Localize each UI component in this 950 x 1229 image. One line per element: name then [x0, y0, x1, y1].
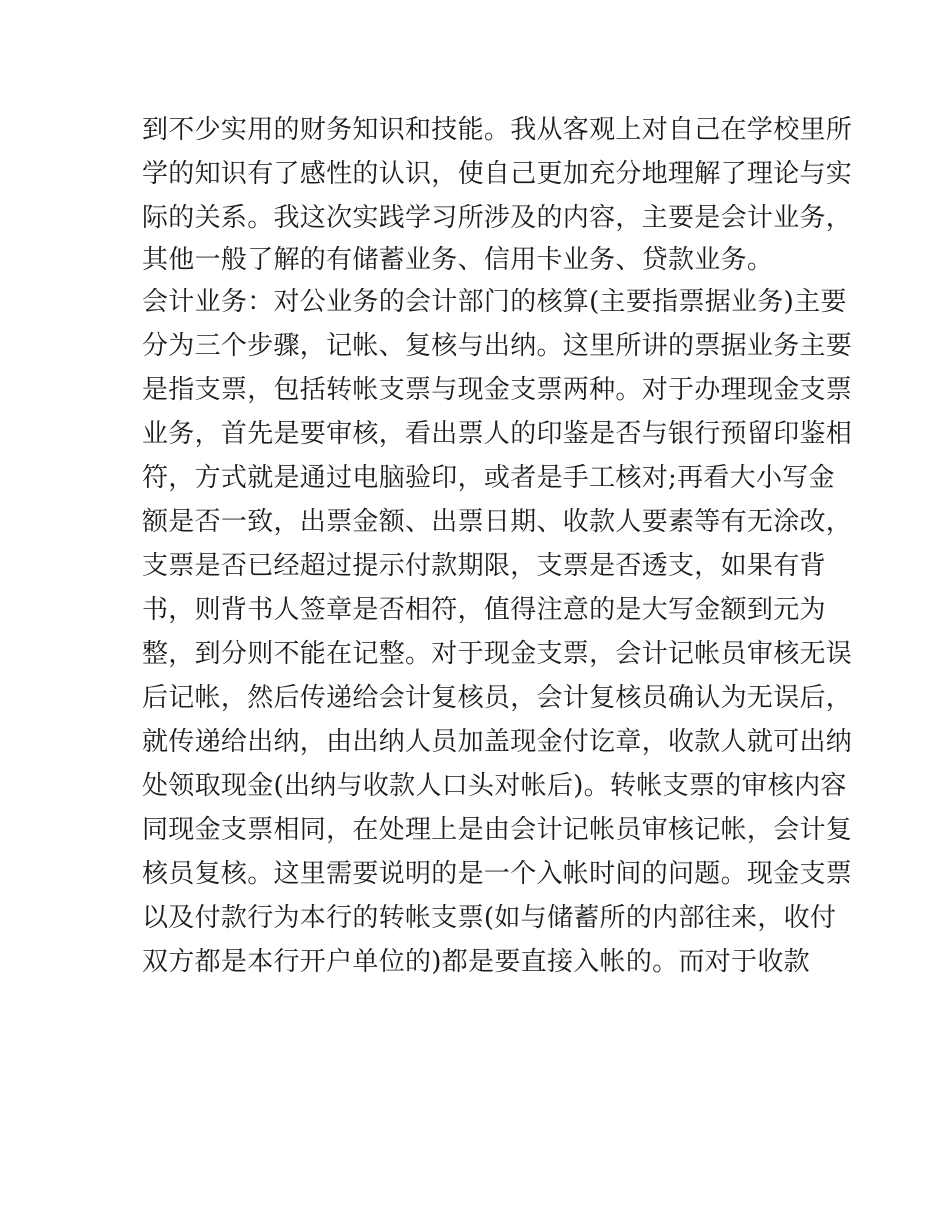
text-line: 就传递给出纳，由出纳人员加盖现金付讫章，收款人就可出纳 — [142, 727, 853, 757]
text-line: 同现金支票相同，在处理上是由会计记帐员审核记帐，会计复 — [142, 815, 853, 845]
text-line: 后记帐，然后传递给会计复核员，会计复核员确认为无误后， — [142, 683, 853, 713]
text-line: 书，则背书人签章是否相符，值得注意的是大写金额到元为 — [142, 595, 826, 625]
text-line: 处领取现金(出纳与收款人口头对帐后)。转帐支票的审核内容 — [142, 771, 847, 801]
text-line: 支票是否已经超过提示付款期限，支票是否透支，如果有背 — [142, 551, 826, 581]
text-line: 符，方式就是通过电脑验印，或者是手工核对;再看大小写金 — [142, 463, 835, 493]
text-line: 核员复核。这里需要说明的是一个入帐时间的问题。现金支票 — [142, 859, 853, 889]
text-line: 分为三个步骤，记帐、复核与出纳。这里所讲的票据业务主要 — [142, 331, 853, 361]
text-line: 是指支票，包括转帐支票与现金支票两种。对于办理现金支票 — [142, 375, 853, 405]
text-line: 到不少实用的财务知识和技能。我从客观上对自己在学校里所 — [142, 115, 853, 145]
text-line: 整，到分则不能在记整。对于现金支票，会计记帐员审核无误 — [142, 639, 853, 669]
body-text — [142, 108, 853, 984]
text-line: 学的知识有了感性的认识，使自己更加充分地理解了理论与实 — [142, 159, 853, 189]
text-line: 会计业务：对公业务的会计部门的核算(主要指票据业务)主要 — [142, 287, 847, 317]
text-line: 额是否一致，出票金额、出票日期、收款人要素等有无涂改， — [142, 507, 853, 537]
text-line: 以及付款行为本行的转帐支票(如与储蓄所的内部往来，收付 — [142, 903, 837, 933]
text-line: 双方都是本行开户单位的)都是要直接入帐的。而对于收款 — [142, 947, 810, 977]
text-line: 其他一般了解的有储蓄业务、信用卡业务、贷款业务。 — [142, 245, 774, 275]
text-line: 业务，首先是要审核，看出票人的印鉴是否与银行预留印鉴相 — [142, 419, 853, 449]
text-line: 际的关系。我这次实践学习所涉及的内容，主要是会计业务， — [142, 203, 853, 233]
